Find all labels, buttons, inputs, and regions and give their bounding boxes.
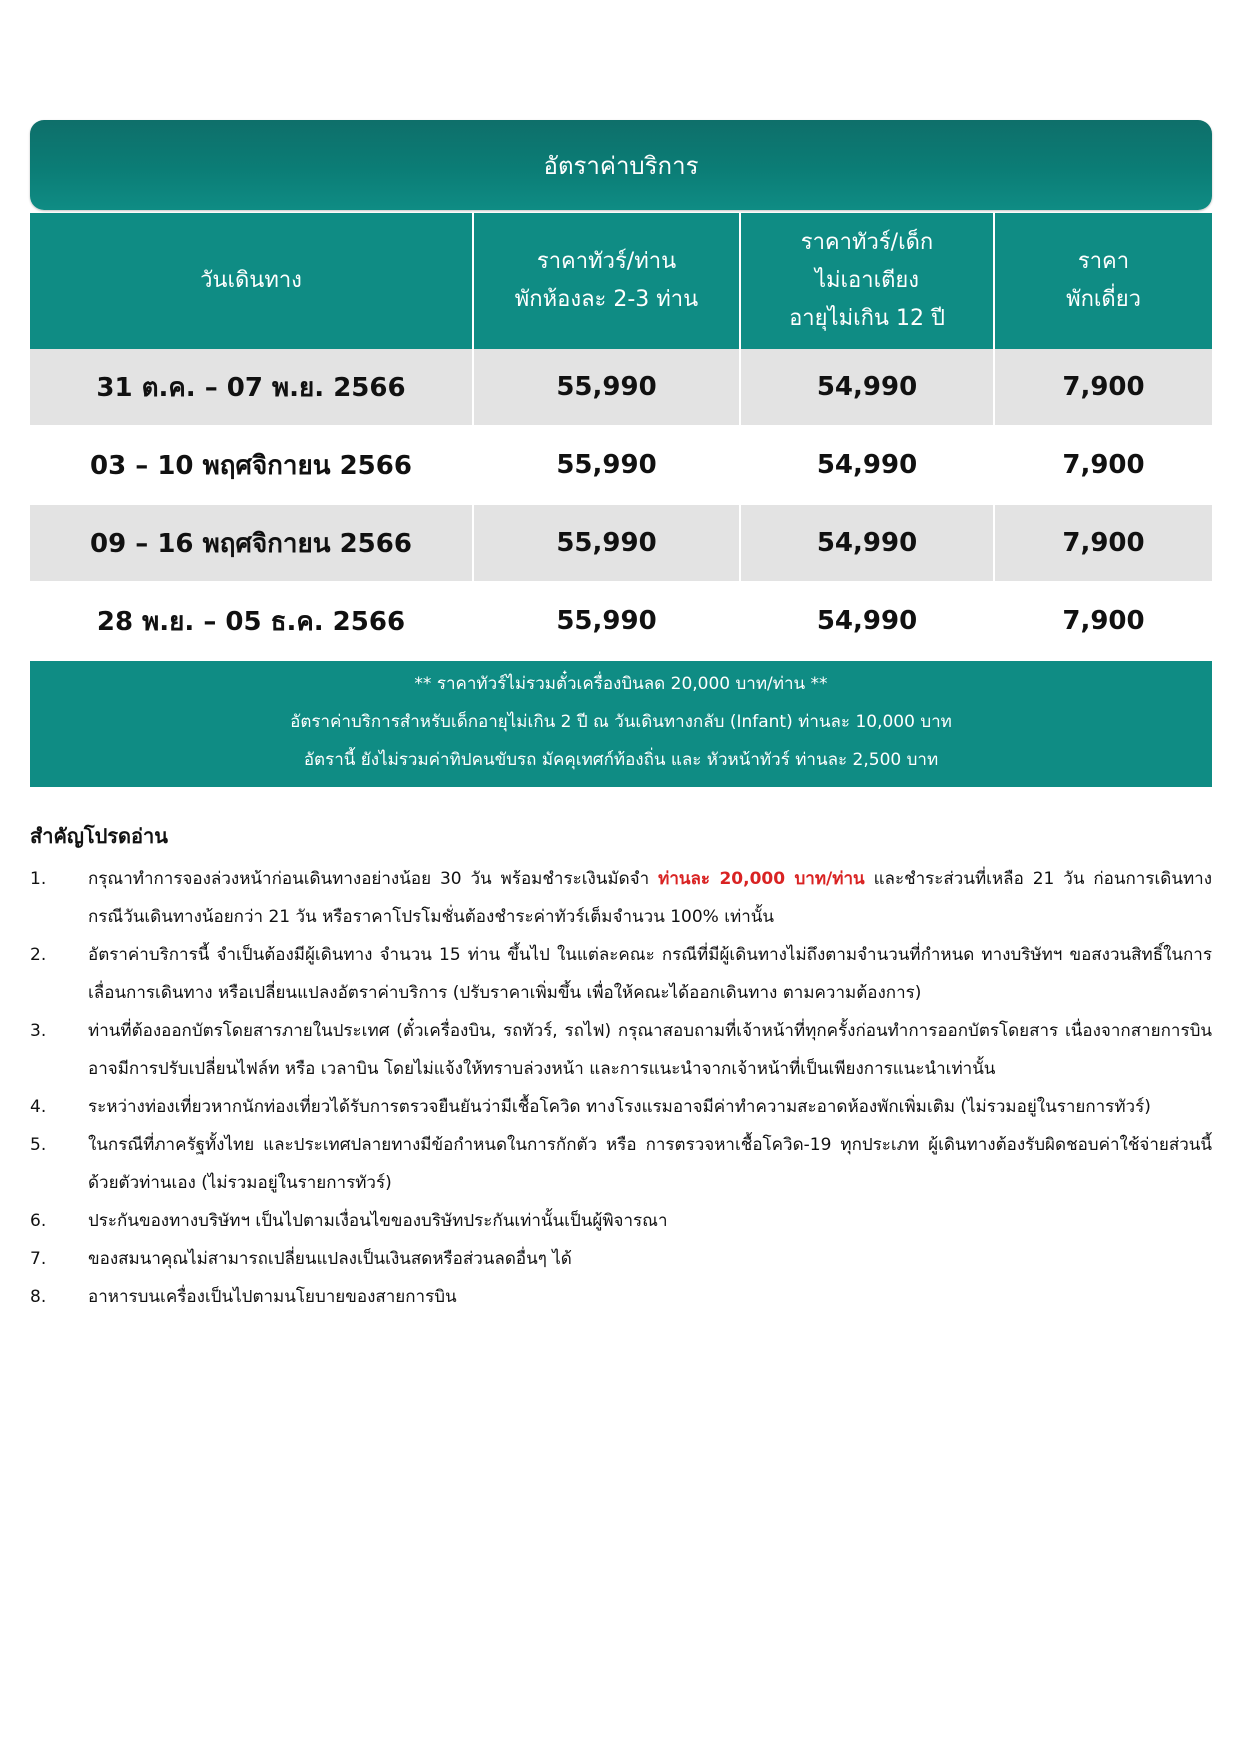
list-item — [30, 1088, 1212, 1126]
note-line: ** ราคาทัวร์ไม่รวมตั๋วเครื่องบินลด 20,000 บาท/ท่าน ** — [414, 674, 828, 694]
header-line: วันเดินทาง — [200, 268, 302, 293]
note-line: อัตราค่าบริการสำหรับเด็กอายุไม่เกิน 2 ปี ณ วันเดินทางกลับ (Infant) ท่านละ 10,000 บาท — [290, 712, 952, 732]
important-title: สำคัญโปรดอ่าน — [30, 824, 168, 848]
list-item — [30, 936, 1212, 1012]
header-line: ไม่เอาเตียง — [814, 268, 920, 293]
deposit-highlight: ท่านละ 20,000 บาท/ท่าน — [658, 869, 865, 889]
table-header-row — [30, 213, 1212, 349]
list-item — [30, 1278, 1212, 1316]
travel-date-cell: 09 – 16 พฤศจิกายน 2566 — [30, 505, 472, 581]
travel-date-cell: 28 พ.ย. – 05 ธ.ค. 2566 — [30, 583, 472, 659]
table-row — [30, 505, 1212, 581]
header-single-price — [995, 213, 1212, 349]
header-line: พักเดี่ยว — [1066, 287, 1141, 312]
child-price-cell: 54,990 — [741, 505, 993, 581]
child-price-cell: 54,990 — [741, 427, 993, 503]
item-text: อัตราค่าบริการนี้ จำเป็นต้องมีผู้เดินทาง จำนวน 15 ท่าน ขึ้นไป ในแต่ละคณะ กรณีที่มีผู้เดินทางไม่ถึงตามจำนวนที่กำหนด ทางบริษัทฯ ขอสงวนสิทธิ์ในการเลื่อนการเดินทาง หรือเปลี่ยนแปลงอัตราค่าบริการ (ปรับราคาเพิ่มขึ้น เพื่อให้คณะได้ออกเดินทาง ตามความต้องการ) — [88, 945, 1212, 1003]
adult-price-cell: 55,990 — [474, 349, 739, 425]
single-price-cell: 7,900 — [995, 583, 1212, 659]
header-line: ราคาทัวร์/ท่าน — [536, 249, 677, 274]
single-price-cell: 7,900 — [995, 349, 1212, 425]
item-number: 3. — [30, 1021, 47, 1041]
header-line: ราคาทัวร์/เด็ก — [800, 230, 934, 255]
item-number: 8. — [30, 1287, 47, 1307]
note-line: อัตรานี้ ยังไม่รวมค่าทิปคนขับรถ มัคคุเทศก์ท้องถิ่น และ หัวหน้าทัวร์ ท่านละ 2,500 บาท — [303, 750, 939, 770]
single-price-cell: 7,900 — [995, 505, 1212, 581]
item-text — [88, 860, 1212, 936]
table-row — [30, 583, 1212, 659]
item-number: 6. — [30, 1211, 47, 1231]
child-price-cell: 54,990 — [741, 349, 993, 425]
item-number: 4. — [30, 1097, 47, 1117]
header-line: พักห้องละ 2-3 ท่าน — [514, 287, 699, 312]
item-number: 7. — [30, 1249, 47, 1269]
travel-date-cell: 31 ต.ค. – 07 พ.ย. 2566 — [30, 349, 472, 425]
header-line: ราคา — [1077, 249, 1130, 274]
adult-price-cell: 55,990 — [474, 583, 739, 659]
single-price-cell: 7,900 — [995, 427, 1212, 503]
adult-price-cell: 55,990 — [474, 505, 739, 581]
list-item — [30, 1012, 1212, 1088]
price-table — [30, 120, 1212, 787]
table-title: อัตราค่าบริการ — [30, 120, 1212, 210]
item-text-part: กรุณาทำการจองล่วงหน้าก่อนเดินทางอย่างน้อย 30 วัน พร้อมชำระเงินมัดจำ — [88, 869, 659, 889]
important-notice — [30, 820, 1212, 1316]
header-line: อายุไม่เกิน 12 ปี — [789, 306, 945, 331]
item-text: อาหารบนเครื่องเป็นไปตามนโยบายของสายการบิน — [88, 1287, 457, 1307]
item-number: 1. — [30, 869, 47, 889]
item-text: ของสมนาคุณไม่สามารถเปลี่ยนแปลงเป็นเงินสดหรือส่วนลดอื่นๆ ได้ — [88, 1249, 572, 1269]
table-row — [30, 427, 1212, 503]
item-text-part: และชำระส่วนที่เหลือ 21 วัน ก่อนการเดินทาง กรณีวันเดินทางน้อยกว่า 21 วัน หรือราคาโปรโมชั่นต้องชำระค่าทัวร์เต็มจำนวน 100% เท่านั้น — [88, 869, 1212, 927]
item-text: ระหว่างท่องเที่ยวหากนักท่องเที่ยวได้รับการตรวจยืนยันว่ามีเชื้อโควิด ทางโรงแรมอาจมีค่าทำความสะอาดห้องพักเพิ่มเติม (ไม่รวมอยู่ในรายการทัวร์) — [88, 1097, 1151, 1117]
child-price-cell: 54,990 — [741, 583, 993, 659]
item-text: ประกันของทางบริษัทฯ เป็นไปตามเงื่อนไขของบริษัทประกันเท่านั้นเป็นผู้พิจารณา — [88, 1211, 668, 1231]
item-number: 2. — [30, 945, 47, 965]
price-notes — [30, 661, 1212, 787]
item-number: 5. — [30, 1135, 47, 1155]
adult-price-cell: 55,990 — [474, 427, 739, 503]
header-adult-price — [474, 213, 739, 349]
item-text: ในกรณีที่ภาครัฐทั้งไทย และประเทศปลายทางมีข้อกำหนดในการกักตัว หรือ การตรวจหาเชื้อโควิด-19 ทุกประเภท ผู้เดินทางต้องรับผิดชอบค่าใช้จ่ายส่วนนี้ด้วยตัวท่านเอง (ไม่รวมอยู่ในรายการทัวร์) — [88, 1135, 1212, 1193]
header-child-price — [741, 213, 993, 349]
table-row — [30, 349, 1212, 425]
travel-date-cell: 03 – 10 พฤศจิกายน 2566 — [30, 427, 472, 503]
list-item — [30, 1202, 1212, 1240]
list-item — [30, 1240, 1212, 1278]
header-travel-date — [30, 213, 472, 349]
list-item — [30, 860, 1212, 936]
list-item — [30, 1126, 1212, 1202]
item-text: ท่านที่ต้องออกบัตรโดยสารภายในประเทศ (ตั๋วเครื่องบิน, รถทัวร์, รถไฟ) กรุณาสอบถามที่เจ้าหน้าที่ทุกครั้งก่อนทำการออกบัตรโดยสาร เนื่องจากสายการบินอาจมีการปรับเปลี่ยนไฟล์ท หรือ เวลาบิน โดยไม่แจ้งให้ทราบล่วงหน้า และการแนะนำจากเจ้าหน้าที่เป็นเพียงการแนะนำเท่านั้น — [88, 1021, 1212, 1079]
